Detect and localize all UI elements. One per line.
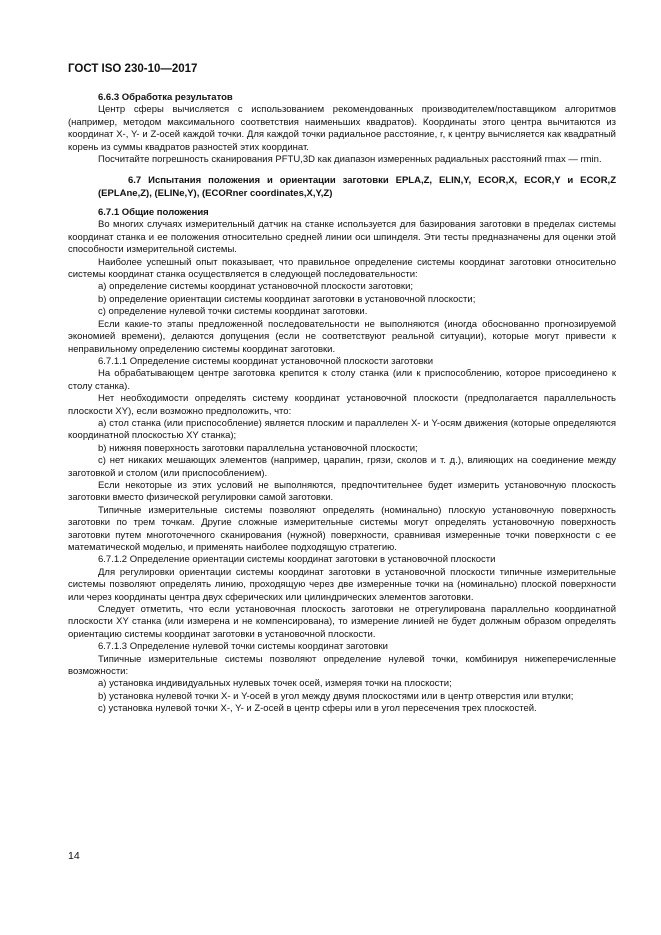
list-item: c) нет никаких мешающих элементов (например, царапин, грязи, сколов и т. д.), влияющих на соединение между заготовкой и столом (или приспособлением). xyxy=(68,455,616,479)
section-heading-6-6-3: 6.6.3 Обработка результатов xyxy=(98,92,233,103)
list-item: c) определение нулевой точки системы координат заготовки. xyxy=(98,306,368,318)
subsection-heading-6-7-1-2: 6.7.1.2 Определение ориентации системы координат заготовки в установочной плоскости xyxy=(98,554,496,566)
section-heading-6-7: 6.7 Испытания положения и ориентации заготовки EPLA,Z, ELIN,Y, ECOR,X, ECOR,Y и ECOR,Z (EPLAne,Z), (ELINe,Y), (ECORner coordinates,X,Y,Z) xyxy=(98,175,616,200)
list-item: b) установка нулевой точки X- и Y-осей в угол между двумя плоскостями или в центр отверстия или втулки; xyxy=(98,690,574,702)
list-item: a) стол станка (или приспособление) является плоским и параллелен X- и Y-осям движения (которые определяются координатной плоскостью XY станка); xyxy=(68,417,616,442)
paragraph: Во многих случаях измерительный датчик на станке используется для базирования заготовки в пределах системы координат станка и ее положения относительно средней линии оси шпинделя. Эти тесты предназначены для оценки этой способности измерительной системы. xyxy=(68,219,616,256)
list-item: b) нижняя поверхность заготовки параллельна установочной плоскости; xyxy=(98,442,418,454)
paragraph: Типичные измерительные системы позволяют определение нулевой точки, комбинируя нижеперечисленные возможности: xyxy=(68,653,616,678)
paragraph: Для регулировки ориентации системы координат заготовки в установочной плоскости типичные измерительные системы позволяют определять линию, проходящую через две измеренные точки на (номинально) плоской поверхности или через координаты центра двух сферических или цилиндрических элементов заготовки. xyxy=(68,566,616,603)
page-number: 14 xyxy=(68,850,80,862)
paragraph: Центр сферы вычисляется с использованием рекомендованных производителем/поставщиком алгоритмов (например, методом максимального соответствия наименьших квадратов). Координаты этого центра вычитаются из координат X-, Y- и Z-осей каждой точки. Для каждой точки радиальное расстояние, r, к центру вычисляется как квадратный корень из суммы квадратов разностей этих координат. xyxy=(68,104,616,153)
list-item: b) определение ориентации системы координат заготовки в установочной плоскости; xyxy=(98,293,476,305)
paragraph: Наиболее успешный опыт показывает, что правильное определение системы координат заготовки относительно системы координат станка осуществляется в следующей последовательности: xyxy=(68,256,616,281)
list-item: c) установка нулевой точки X-, Y- и Z-осей в центр сферы или в угол пересечения трех плоскостей. xyxy=(98,703,537,715)
list-item: a) определение системы координат установочной плоскости заготовки; xyxy=(98,281,414,293)
subsection-heading-6-7-1-1: 6.7.1.1 Определение системы координат установочной плоскости заготовки xyxy=(98,355,434,367)
paragraph: Посчитайте погрешность сканирования PFTU,3D как диапазон измеренных радиальных расстояний rmax — rmin. xyxy=(98,154,602,166)
paragraph: Нет необходимости определять систему координат установочной плоскости (предполагается параллельность плоскости XY), если возможно предположить, что: xyxy=(68,393,616,417)
paragraph: Если некоторые из этих условий не выполняются, предпочтительнее будет измерить установочную плоскость заготовки вместо физической регулировки самой заготовки. xyxy=(68,479,616,504)
document-body xyxy=(68,92,616,716)
paragraph: Типичные измерительные системы позволяют определять (номинально) плоскую установочную поверхность заготовки по трем точкам. Другие сложные измерительные системы могут определять установочную поверхность заготовки путем многоточечного сканирования (нужной) поверхности, сравнивая измеренные точки поверхности с ее математической моделью, и применять наиболее подходящую стратегию. xyxy=(68,504,616,553)
list-item: a) установка индивидуальных нулевых точек осей, измеряя точки на плоскости; xyxy=(98,678,452,690)
paragraph: Следует отметить, что если установочная плоскость заготовки не отрегулирована параллельно координатной плоскости XY станка (или измерена и не компенсирована), то измерение линией не будет должным образом определять ориентацию системы координат заготовки в установочной плоскости. xyxy=(68,604,616,640)
paragraph: На обрабатывающем центре заготовка крепится к столу станка (или к приспособлению, которое присоединено к столу станка). xyxy=(68,368,616,392)
subsection-heading-6-7-1-3: 6.7.1.3 Определение нулевой точки системы координат заготовки xyxy=(98,641,388,653)
section-heading-6-7-1: 6.7.1 Общие положения xyxy=(98,207,209,219)
paragraph: Если какие-то этапы предложенной последовательности не выполняются (иногда обоснованно прогнозируемой экономией времени), делаются допущения (если не соответствуют реальной ситуации), которые могут привести к неправильному определению системы координат заготовки. xyxy=(68,318,616,355)
document-header: ГОСТ ISO 230-10—2017 xyxy=(68,63,198,75)
